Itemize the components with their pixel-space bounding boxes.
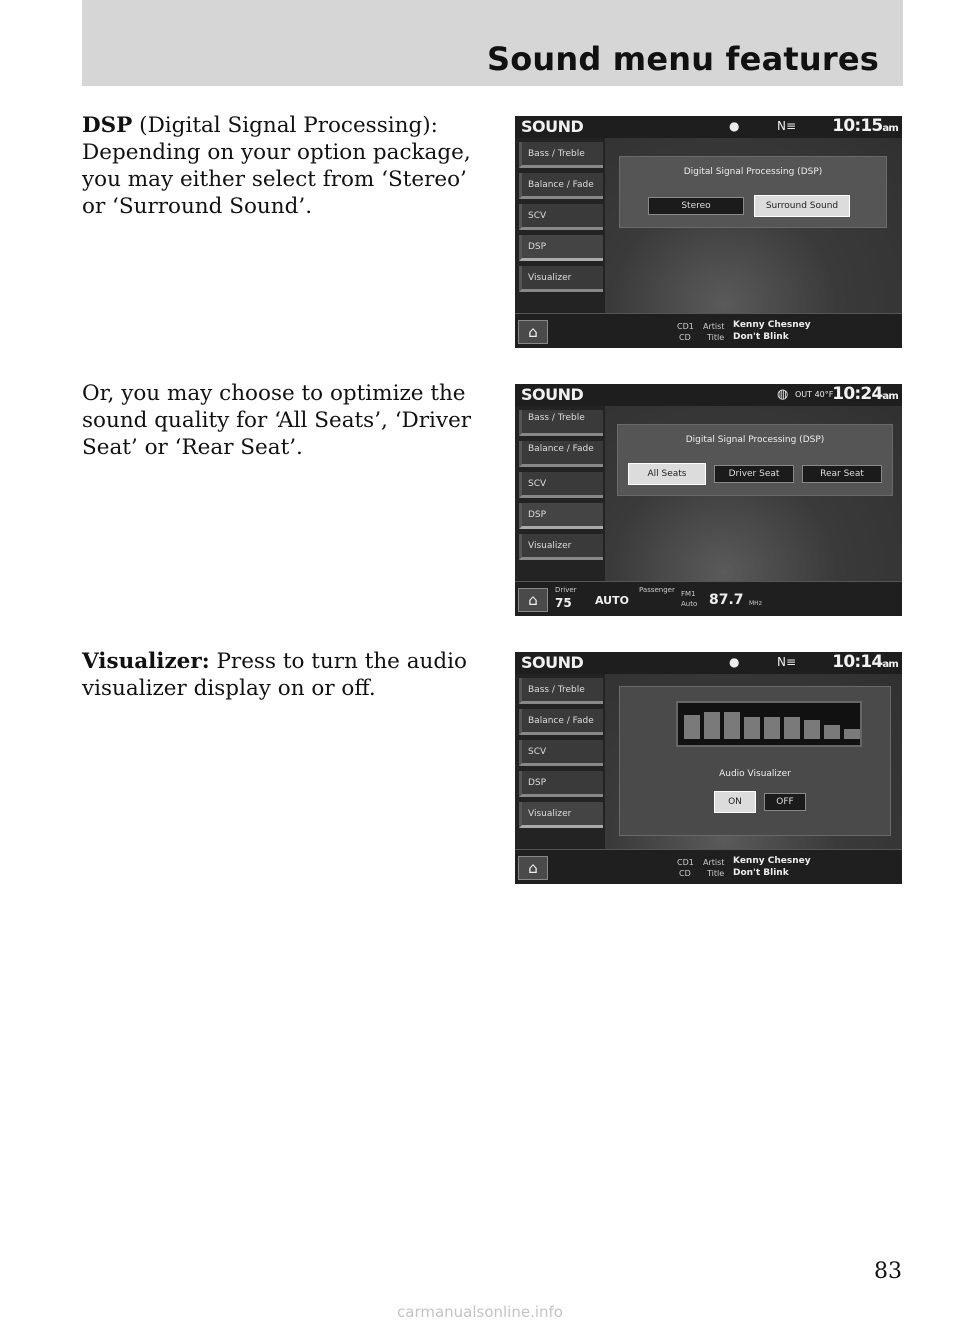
dsp-panel-title: Digital Signal Processing (DSP) [685, 435, 825, 445]
menu-item-visualizer[interactable]: Visualizer [519, 266, 603, 292]
visualizer-bar [704, 712, 720, 739]
artist-name: Kenny Chesney [733, 320, 811, 330]
screen-title: SOUND [521, 385, 584, 404]
title-label: Title [707, 869, 725, 878]
passenger-label: Passenger [639, 586, 675, 594]
visualizer-off-button[interactable]: OFF [764, 793, 806, 811]
climate-mode: AUTO [595, 594, 629, 607]
dsp-panel-title: Digital Signal Processing (DSP) [683, 167, 823, 177]
source-type: CD [679, 333, 691, 342]
dsp-description: (Digital Signal Processing): Depending on your option package, you may either select from ‘Stereo’ or ‘Surround Sound’. [82, 113, 471, 219]
visualizer-main-area [605, 674, 902, 849]
title-label: Title [707, 333, 725, 342]
driver-label: Driver [555, 586, 577, 594]
sound-menu [515, 138, 605, 313]
visualizer-bar [804, 720, 820, 739]
all-seats-button[interactable]: All Seats [628, 463, 706, 485]
menu-item-scv[interactable]: SCV [519, 740, 603, 766]
menu-item-bass-treble[interactable]: Bass / Treble [519, 678, 603, 704]
visualizer-term: Visualizer: [82, 649, 210, 674]
dsp-panel [619, 156, 887, 228]
status-bar [515, 652, 902, 674]
disc-status-icon: ● [729, 655, 740, 669]
clock [832, 384, 898, 404]
menu-item-balance-fade[interactable]: Balance / Fade [519, 173, 603, 199]
clock-time: 10:15 [832, 116, 883, 136]
driver-temp: 75 [555, 596, 572, 610]
fm-band: FM1 [681, 590, 696, 598]
source-label: CD1 [677, 322, 694, 331]
radio-frequency: 87.7 [709, 592, 744, 608]
visualizer-bar [764, 717, 780, 739]
screen-dsp-seats [515, 384, 902, 616]
visualizer-bar [724, 712, 740, 739]
sound-menu [515, 406, 605, 581]
clock-ampm: am [882, 123, 898, 134]
visualizer-on-button[interactable]: ON [714, 791, 756, 813]
status-bar [515, 116, 902, 138]
climate-status-icon: ◍ [777, 387, 789, 402]
page-number: 83 [874, 1259, 902, 1284]
track-title: Don't Blink [733, 868, 789, 878]
clock-time: 10:24 [832, 384, 883, 404]
menu-item-visualizer[interactable]: Visualizer [519, 802, 603, 828]
clock-time: 10:14 [832, 652, 883, 672]
menu-item-balance-fade[interactable]: Balance / Fade [519, 709, 603, 735]
visualizer-panel-title: Audio Visualizer [719, 769, 791, 779]
climate-radio-bar [515, 581, 902, 616]
driver-seat-button[interactable]: Driver Seat [714, 465, 794, 483]
disc-status-icon: ● [729, 119, 740, 133]
track-title: Don't Blink [733, 332, 789, 342]
page-title: Sound menu features [486, 40, 879, 78]
seats-paragraph [82, 380, 482, 461]
screen-title: SOUND [521, 117, 584, 136]
visualizer-bar [744, 717, 760, 739]
visualizer-bar [784, 717, 800, 739]
menu-item-balance-fade[interactable]: Balance / Fade [519, 441, 603, 467]
dsp-panel [617, 424, 893, 496]
clock-ampm: am [882, 659, 898, 670]
stereo-button[interactable]: Stereo [648, 197, 744, 215]
outside-temp: OUT 40°F [795, 390, 834, 399]
dsp-main-area [605, 406, 902, 581]
fm-mode: Auto [681, 600, 698, 608]
visualizer-description: Press to turn the audio visualizer display on or off. [82, 649, 467, 701]
compass-status-icon: N≡ [777, 119, 797, 133]
status-bar [515, 384, 902, 406]
frequency-unit: MHz [749, 600, 762, 607]
home-icon[interactable]: ⌂ [518, 588, 548, 612]
home-icon[interactable]: ⌂ [518, 856, 548, 880]
page-header [82, 0, 903, 86]
visualizer-display [676, 701, 862, 747]
clock [832, 116, 898, 136]
dsp-main-area [605, 138, 902, 313]
menu-item-dsp[interactable]: DSP [519, 235, 603, 261]
source-type: CD [679, 869, 691, 878]
visualizer-paragraph [82, 648, 482, 702]
artist-label: Artist [703, 322, 725, 331]
sound-menu [515, 674, 605, 849]
dsp-paragraph [82, 112, 482, 220]
source-label: CD1 [677, 858, 694, 867]
now-playing-bar [515, 849, 902, 884]
menu-item-bass-treble[interactable]: Bass / Treble [519, 142, 603, 168]
clock-ampm: am [882, 391, 898, 402]
menu-item-visualizer[interactable]: Visualizer [519, 534, 603, 560]
compass-status-icon: N≡ [777, 655, 797, 669]
visualizer-panel [619, 686, 891, 836]
menu-item-dsp[interactable]: DSP [519, 771, 603, 797]
screen-visualizer [515, 652, 902, 884]
dsp-term: DSP [82, 113, 133, 138]
visualizer-bar [824, 725, 840, 739]
seats-description: Or, you may choose to optimize the sound quality for ‘All Seats’, ‘Driver Seat’ or ‘Rear Seat’. [82, 381, 472, 460]
artist-label: Artist [703, 858, 725, 867]
rear-seat-button[interactable]: Rear Seat [802, 465, 882, 483]
watermark: carmanualsonline.info [397, 1303, 563, 1321]
now-playing-bar [515, 313, 902, 348]
screen-dsp-stereo [515, 116, 902, 348]
screen-title: SOUND [521, 653, 584, 672]
artist-name: Kenny Chesney [733, 856, 811, 866]
menu-item-dsp[interactable]: DSP [519, 503, 603, 529]
visualizer-bar [844, 729, 860, 739]
menu-item-scv[interactable]: SCV [519, 472, 603, 498]
menu-item-scv[interactable]: SCV [519, 204, 603, 230]
surround-sound-button[interactable]: Surround Sound [754, 195, 850, 217]
clock [832, 652, 898, 672]
visualizer-bar [684, 715, 700, 739]
home-icon[interactable]: ⌂ [518, 320, 548, 344]
menu-item-bass-treble[interactable]: Bass / Treble [519, 410, 603, 436]
